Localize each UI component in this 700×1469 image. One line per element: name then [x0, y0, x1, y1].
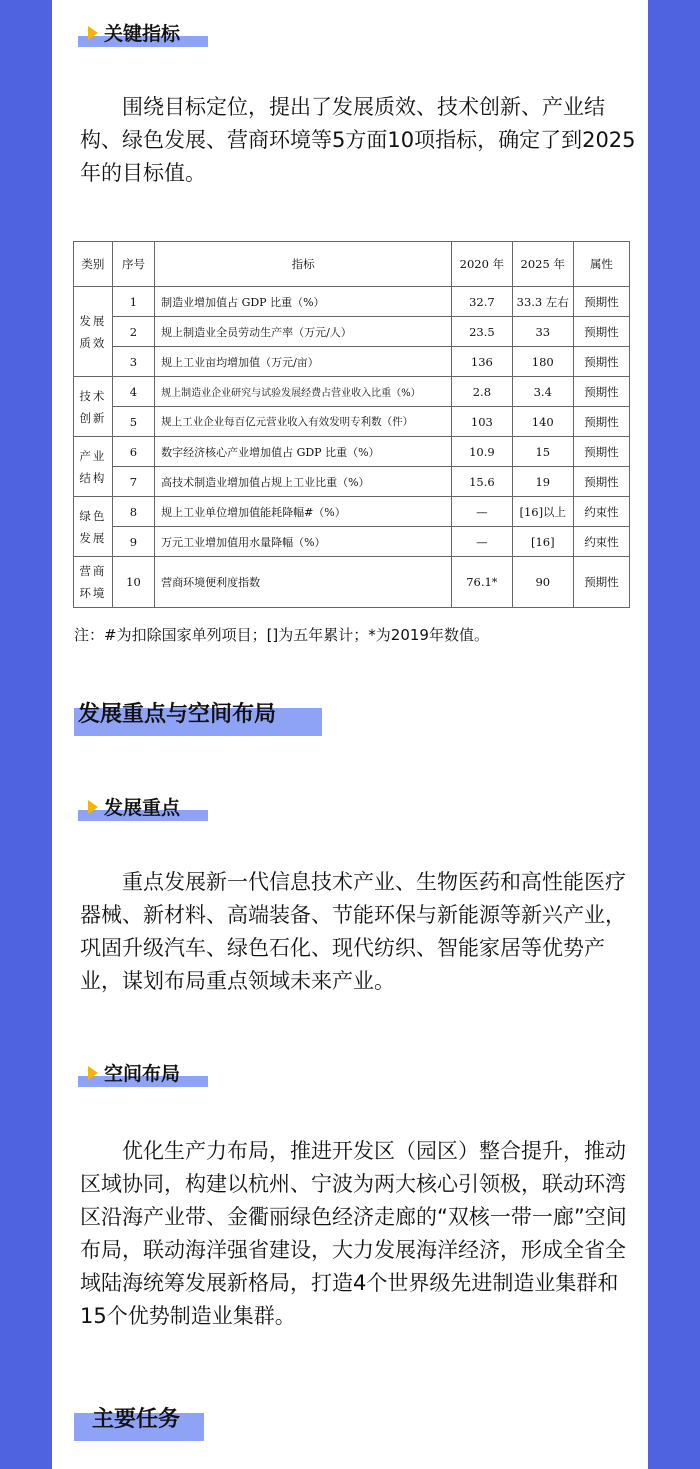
- arrow-right-icon: [88, 26, 98, 40]
- focus-paragraph: 重点发展新一代信息技术产业、生物医药和高性能医疗器械、新材料、高端装备、节能环保与新能源等新兴产业，巩固升级汽车、绿色石化、现代纺织、智能家居等优势产业，谋划布局重点领域未来产业。: [80, 870, 626, 993]
- row-2020: 23.5: [452, 317, 512, 347]
- row-2025: [16]: [512, 527, 573, 557]
- category-cell: 营商环境: [74, 557, 113, 608]
- header-indicator: 指标: [155, 242, 452, 287]
- row-attribute: 预期性: [573, 347, 629, 377]
- table-note: 注：#为扣除国家单列项目；[]为五年累计；*为2019年数值。: [74, 626, 489, 644]
- row-indicator: 规上工业企业每百亿元营业收入有效发明专利数（件）: [155, 407, 452, 437]
- table-row: [74, 557, 630, 608]
- row-attribute: 预期性: [573, 317, 629, 347]
- table-row: [74, 287, 630, 317]
- row-attribute: 预期性: [573, 467, 629, 497]
- table-row: [74, 377, 630, 407]
- row-number: 10: [112, 557, 154, 608]
- row-indicator: 规上制造业全员劳动生产率（万元/人）: [155, 317, 452, 347]
- category-cell: 产业结构: [74, 437, 113, 497]
- row-2020: 10.9: [452, 437, 512, 467]
- header-2020: 2020 年: [452, 242, 512, 287]
- table-row: [74, 497, 630, 527]
- heading-text: 发展重点: [104, 797, 181, 819]
- table-header-row: [74, 242, 630, 287]
- row-2020: 103: [452, 407, 512, 437]
- row-2025: 90: [512, 557, 573, 608]
- row-2020: —: [452, 497, 512, 527]
- row-attribute: 预期性: [573, 287, 629, 317]
- table-row: [74, 437, 630, 467]
- row-2020: 32.7: [452, 287, 512, 317]
- row-2025: 33.3 左右: [512, 287, 573, 317]
- row-indicator: 制造业增加值占 GDP 比重（%）: [155, 287, 452, 317]
- row-attribute: 预期性: [573, 557, 629, 608]
- row-2020: 76.1*: [452, 557, 512, 608]
- row-indicator: 规上工业亩均增加值（万元/亩）: [155, 347, 452, 377]
- row-2025: 15: [512, 437, 573, 467]
- row-2025: 140: [512, 407, 573, 437]
- row-2025: [16]以上: [512, 497, 573, 527]
- article-page: [52, 0, 648, 1469]
- header-attribute: 属性: [573, 242, 629, 287]
- table-row: [74, 317, 630, 347]
- row-number: 4: [112, 377, 154, 407]
- table-row: [74, 347, 630, 377]
- heading-text: 关键指标: [104, 23, 181, 45]
- heading-text: 空间布局: [104, 1063, 181, 1085]
- table-row: [74, 407, 630, 437]
- table-row: [74, 527, 630, 557]
- category-cell: 发展质效: [74, 287, 113, 377]
- row-2025: 180: [512, 347, 573, 377]
- row-indicator: 万元工业增加值用水量降幅（%）: [155, 527, 452, 557]
- row-indicator: 营商环境便利度指数: [155, 557, 452, 608]
- header-2025: 2025 年: [512, 242, 573, 287]
- row-2020: 136: [452, 347, 512, 377]
- row-attribute: 约束性: [573, 497, 629, 527]
- row-number: 6: [112, 437, 154, 467]
- row-attribute: 约束性: [573, 527, 629, 557]
- row-indicator: 高技术制造业增加值占规上工业比重（%）: [155, 467, 452, 497]
- row-2025: 19: [512, 467, 573, 497]
- category-cell: 绿色发展: [74, 497, 113, 557]
- category-cell: 技术创新: [74, 377, 113, 437]
- indicators-table: [73, 241, 630, 608]
- row-2025: 3.4: [512, 377, 573, 407]
- row-attribute: 预期性: [573, 437, 629, 467]
- row-number: 9: [112, 527, 154, 557]
- table-row: [74, 467, 630, 497]
- heading-text: 发展重点与空间布局: [78, 702, 277, 727]
- row-attribute: 预期性: [573, 377, 629, 407]
- row-indicator: 数字经济核心产业增加值占 GDP 比重（%）: [155, 437, 452, 467]
- row-number: 1: [112, 287, 154, 317]
- row-number: 2: [112, 317, 154, 347]
- row-indicator: 规上工业单位增加值能耗降幅#（%）: [155, 497, 452, 527]
- layout-paragraph: 优化生产力布局，推进开发区（园区）整合提升，推动区域协同，构建以杭州、宁波为两大核心引领极，联动环湾区沿海产业带、金衢丽绿色经济走廊的“双核一带一廊”空间布局，联动海洋强省建设，大力发展海洋经济，形成全省全域陆海统筹发展新格局，打造4个世界级先进制造业集群和15个优势制造业集群。: [80, 1139, 627, 1328]
- row-number: 3: [112, 347, 154, 377]
- key-indicators-paragraph: 围绕目标定位，提出了发展质效、技术创新、产业结构、绿色发展、营商环境等5方面10项指标，确定了到2025年的目标值。: [80, 95, 636, 185]
- row-attribute: 预期性: [573, 407, 629, 437]
- row-2020: —: [452, 527, 512, 557]
- row-2025: 33: [512, 317, 573, 347]
- row-2020: 15.6: [452, 467, 512, 497]
- row-indicator: 规上制造业企业研究与试验发展经费占营业收入比重（%）: [155, 377, 452, 407]
- row-number: 8: [112, 497, 154, 527]
- arrow-right-icon: [88, 800, 98, 814]
- row-2020: 2.8: [452, 377, 512, 407]
- row-number: 5: [112, 407, 154, 437]
- header-category: 类别: [74, 242, 113, 287]
- header-number: 序号: [112, 242, 154, 287]
- row-number: 7: [112, 467, 154, 497]
- arrow-right-icon: [88, 1066, 98, 1080]
- heading-text: 主要任务: [92, 1407, 181, 1432]
